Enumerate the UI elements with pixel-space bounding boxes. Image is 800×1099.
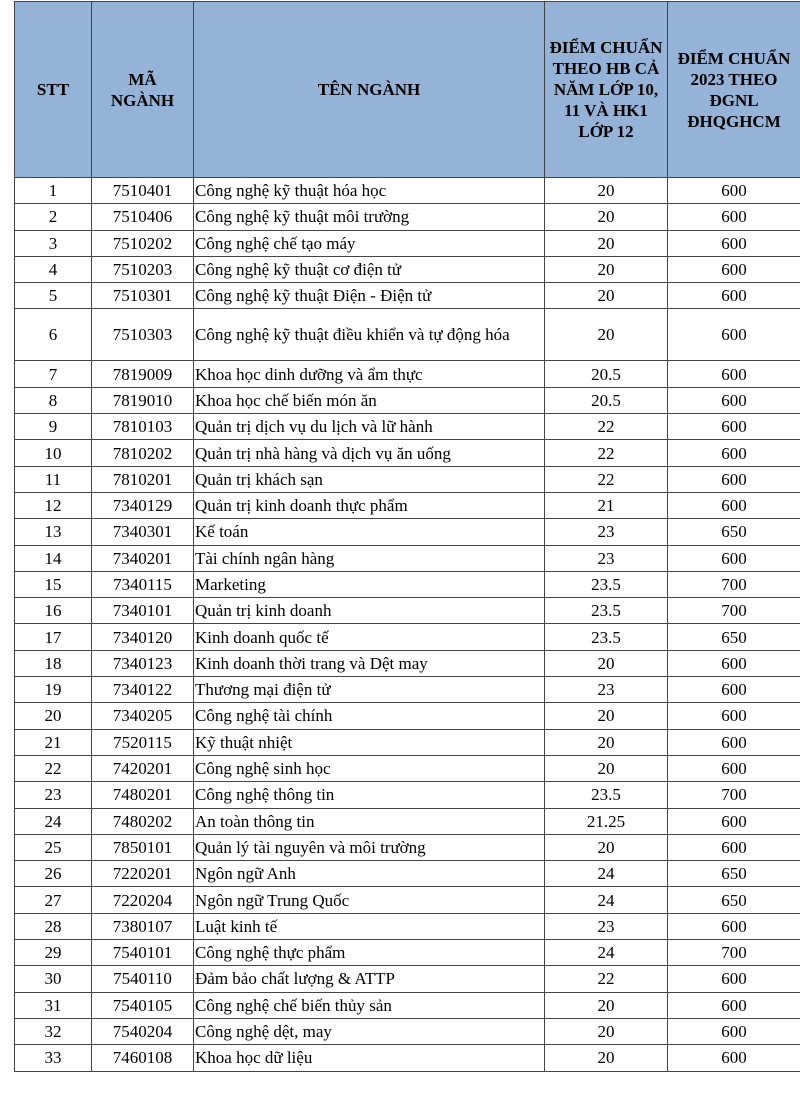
row-stt-cell: 23	[15, 782, 92, 808]
header-dgnl-score: ĐIỂM CHUẨN 2023 THEO ĐGNL ĐHQGHCM	[668, 2, 800, 178]
row-hb-score-cell: 23	[545, 545, 668, 571]
row-ten-nganh-cell: Quản trị kinh doanh thực phẩm	[194, 492, 545, 518]
row-ma-nganh-cell: 7510202	[92, 230, 194, 256]
row-ten-nganh-cell: Công nghệ kỹ thuật điều khiển và tự động hóa	[194, 309, 545, 361]
table-row	[15, 178, 800, 204]
row-ten-nganh-cell: Công nghệ thực phẩm	[194, 940, 545, 966]
row-dgnl-score-cell: 700	[668, 571, 800, 597]
row-stt-cell: 31	[15, 992, 92, 1018]
row-hb-score-cell: 23	[545, 913, 668, 939]
row-ma-nganh-cell: 7460108	[92, 1045, 194, 1071]
row-dgnl-score-cell: 600	[668, 178, 800, 204]
row-ma-nganh-cell: 7220201	[92, 861, 194, 887]
row-stt-cell: 1	[15, 178, 92, 204]
table-row	[15, 204, 800, 230]
row-stt-cell: 20	[15, 703, 92, 729]
row-hb-score-cell: 23	[545, 677, 668, 703]
row-stt-cell: 12	[15, 492, 92, 518]
row-hb-score-cell: 20	[545, 834, 668, 860]
row-dgnl-score-cell: 600	[668, 414, 800, 440]
row-dgnl-score-cell: 600	[668, 1045, 800, 1071]
row-ma-nganh-cell: 7810202	[92, 440, 194, 466]
row-ma-nganh-cell: 7340205	[92, 703, 194, 729]
row-hb-score-cell: 20	[545, 992, 668, 1018]
row-ten-nganh-cell: Công nghệ chế biến thủy sản	[194, 992, 545, 1018]
row-stt-cell: 28	[15, 913, 92, 939]
row-ten-nganh-cell: Quản lý tài nguyên và môi trường	[194, 834, 545, 860]
row-ma-nganh-cell: 7540204	[92, 1018, 194, 1044]
table-row	[15, 414, 800, 440]
header-hb-score: ĐIỂM CHUẨN THEO HB CẢ NĂM LỚP 10, 11 VÀ HK1 LỚP 12	[545, 2, 668, 178]
table-row	[15, 940, 800, 966]
row-stt-cell: 3	[15, 230, 92, 256]
table-header	[15, 2, 800, 178]
row-stt-cell: 11	[15, 466, 92, 492]
row-dgnl-score-cell: 700	[668, 598, 800, 624]
row-ma-nganh-cell: 7520115	[92, 729, 194, 755]
row-stt-cell: 14	[15, 545, 92, 571]
row-hb-score-cell: 20	[545, 204, 668, 230]
row-hb-score-cell: 20	[545, 283, 668, 309]
table-row	[15, 624, 800, 650]
row-dgnl-score-cell: 600	[668, 361, 800, 387]
row-hb-score-cell: 23	[545, 519, 668, 545]
row-dgnl-score-cell: 700	[668, 940, 800, 966]
row-dgnl-score-cell: 650	[668, 519, 800, 545]
row-dgnl-score-cell: 600	[668, 230, 800, 256]
row-ma-nganh-cell: 7510203	[92, 256, 194, 282]
table-row	[15, 361, 800, 387]
row-ma-nganh-cell: 7380107	[92, 913, 194, 939]
row-ten-nganh-cell: Ngôn ngữ Anh	[194, 861, 545, 887]
row-stt-cell: 24	[15, 808, 92, 834]
row-dgnl-score-cell: 600	[668, 808, 800, 834]
row-ten-nganh-cell: Công nghệ kỹ thuật môi trường	[194, 204, 545, 230]
table-row	[15, 519, 800, 545]
header-ten-nganh: TÊN NGÀNH	[194, 2, 545, 178]
row-stt-cell: 6	[15, 309, 92, 361]
row-ten-nganh-cell: Công nghệ sinh học	[194, 755, 545, 781]
row-hb-score-cell: 21.25	[545, 808, 668, 834]
table-body	[15, 178, 800, 1072]
row-ten-nganh-cell: Kinh doanh thời trang và Dệt may	[194, 650, 545, 676]
row-ten-nganh-cell: Quản trị dịch vụ du lịch và lữ hành	[194, 414, 545, 440]
row-ma-nganh-cell: 7510303	[92, 309, 194, 361]
table-row	[15, 861, 800, 887]
row-stt-cell: 7	[15, 361, 92, 387]
row-dgnl-score-cell: 650	[668, 861, 800, 887]
row-ten-nganh-cell: Đảm bảo chất lượng & ATTP	[194, 966, 545, 992]
row-ten-nganh-cell: An toàn thông tin	[194, 808, 545, 834]
row-ten-nganh-cell: Công nghệ chế tạo máy	[194, 230, 545, 256]
table-row	[15, 283, 800, 309]
table-row	[15, 1045, 800, 1071]
row-stt-cell: 5	[15, 283, 92, 309]
table-row	[15, 782, 800, 808]
row-dgnl-score-cell: 600	[668, 966, 800, 992]
row-ma-nganh-cell: 7540110	[92, 966, 194, 992]
row-hb-score-cell: 22	[545, 966, 668, 992]
table-row	[15, 492, 800, 518]
row-dgnl-score-cell: 650	[668, 624, 800, 650]
row-dgnl-score-cell: 600	[668, 492, 800, 518]
row-ten-nganh-cell: Công nghệ dệt, may	[194, 1018, 545, 1044]
table-row	[15, 466, 800, 492]
row-ten-nganh-cell: Kế toán	[194, 519, 545, 545]
row-stt-cell: 26	[15, 861, 92, 887]
row-hb-score-cell: 21	[545, 492, 668, 518]
admission-scores-table	[14, 1, 800, 1072]
row-stt-cell: 16	[15, 598, 92, 624]
header-row	[15, 2, 800, 178]
row-ma-nganh-cell: 7850101	[92, 834, 194, 860]
table-row	[15, 650, 800, 676]
table-row	[15, 1018, 800, 1044]
row-ma-nganh-cell: 7810201	[92, 466, 194, 492]
row-stt-cell: 25	[15, 834, 92, 860]
table-row	[15, 256, 800, 282]
row-hb-score-cell: 24	[545, 887, 668, 913]
row-hb-score-cell: 22	[545, 414, 668, 440]
row-ten-nganh-cell: Khoa học dữ liệu	[194, 1045, 545, 1071]
row-ten-nganh-cell: Tài chính ngân hàng	[194, 545, 545, 571]
row-stt-cell: 13	[15, 519, 92, 545]
row-hb-score-cell: 20	[545, 230, 668, 256]
table-row	[15, 834, 800, 860]
row-ten-nganh-cell: Kỹ thuật nhiệt	[194, 729, 545, 755]
table-row	[15, 598, 800, 624]
row-hb-score-cell: 20	[545, 256, 668, 282]
row-ten-nganh-cell: Công nghệ kỹ thuật Điện - Điện tử	[194, 283, 545, 309]
row-stt-cell: 4	[15, 256, 92, 282]
row-ma-nganh-cell: 7340120	[92, 624, 194, 650]
row-ma-nganh-cell: 7340122	[92, 677, 194, 703]
row-ma-nganh-cell: 7510406	[92, 204, 194, 230]
row-dgnl-score-cell: 600	[668, 256, 800, 282]
row-stt-cell: 8	[15, 387, 92, 413]
row-ten-nganh-cell: Công nghệ kỹ thuật hóa học	[194, 178, 545, 204]
row-dgnl-score-cell: 600	[668, 913, 800, 939]
row-hb-score-cell: 24	[545, 861, 668, 887]
row-ten-nganh-cell: Quản trị nhà hàng và dịch vụ ăn uống	[194, 440, 545, 466]
row-ma-nganh-cell: 7220204	[92, 887, 194, 913]
row-dgnl-score-cell: 700	[668, 782, 800, 808]
row-ma-nganh-cell: 7540105	[92, 992, 194, 1018]
table-row	[15, 387, 800, 413]
row-ten-nganh-cell: Marketing	[194, 571, 545, 597]
row-hb-score-cell: 23.5	[545, 571, 668, 597]
table-row	[15, 808, 800, 834]
row-hb-score-cell: 23.5	[545, 598, 668, 624]
row-stt-cell: 29	[15, 940, 92, 966]
row-ten-nganh-cell: Thương mại điện tử	[194, 677, 545, 703]
row-dgnl-score-cell: 600	[668, 677, 800, 703]
row-ten-nganh-cell: Công nghệ kỹ thuật cơ điện tử	[194, 256, 545, 282]
row-ten-nganh-cell: Công nghệ thông tin	[194, 782, 545, 808]
table-row	[15, 755, 800, 781]
row-stt-cell: 15	[15, 571, 92, 597]
row-hb-score-cell: 23.5	[545, 782, 668, 808]
row-stt-cell: 33	[15, 1045, 92, 1071]
row-ma-nganh-cell: 7480201	[92, 782, 194, 808]
row-ma-nganh-cell: 7819010	[92, 387, 194, 413]
row-dgnl-score-cell: 600	[668, 204, 800, 230]
table-row	[15, 309, 800, 361]
row-hb-score-cell: 22	[545, 466, 668, 492]
table-row	[15, 992, 800, 1018]
row-ten-nganh-cell: Công nghệ tài chính	[194, 703, 545, 729]
row-ma-nganh-cell: 7480202	[92, 808, 194, 834]
row-hb-score-cell: 20	[545, 729, 668, 755]
row-stt-cell: 10	[15, 440, 92, 466]
row-hb-score-cell: 20	[545, 178, 668, 204]
row-hb-score-cell: 20	[545, 1045, 668, 1071]
row-ma-nganh-cell: 7340101	[92, 598, 194, 624]
row-ten-nganh-cell: Quản trị kinh doanh	[194, 598, 545, 624]
row-dgnl-score-cell: 600	[668, 545, 800, 571]
table-row	[15, 729, 800, 755]
row-ma-nganh-cell: 7420201	[92, 755, 194, 781]
table-row	[15, 230, 800, 256]
row-stt-cell: 27	[15, 887, 92, 913]
row-ma-nganh-cell: 7340201	[92, 545, 194, 571]
row-stt-cell: 18	[15, 650, 92, 676]
row-hb-score-cell: 20	[545, 1018, 668, 1044]
row-ten-nganh-cell: Khoa học dinh dưỡng và ẩm thực	[194, 361, 545, 387]
row-hb-score-cell: 20.5	[545, 387, 668, 413]
row-dgnl-score-cell: 600	[668, 440, 800, 466]
table-row	[15, 571, 800, 597]
row-dgnl-score-cell: 600	[668, 834, 800, 860]
row-hb-score-cell: 23.5	[545, 624, 668, 650]
row-ma-nganh-cell: 7819009	[92, 361, 194, 387]
header-ma-nganh: MÃ NGÀNH	[92, 2, 194, 178]
table-row	[15, 677, 800, 703]
table-row	[15, 887, 800, 913]
row-dgnl-score-cell: 600	[668, 755, 800, 781]
row-ma-nganh-cell: 7510301	[92, 283, 194, 309]
row-dgnl-score-cell: 650	[668, 887, 800, 913]
row-stt-cell: 19	[15, 677, 92, 703]
row-ma-nganh-cell: 7540101	[92, 940, 194, 966]
row-dgnl-score-cell: 600	[668, 309, 800, 361]
row-hb-score-cell: 20.5	[545, 361, 668, 387]
row-hb-score-cell: 20	[545, 650, 668, 676]
row-dgnl-score-cell: 600	[668, 703, 800, 729]
row-ten-nganh-cell: Ngôn ngữ Trung Quốc	[194, 887, 545, 913]
row-hb-score-cell: 20	[545, 755, 668, 781]
row-hb-score-cell: 24	[545, 940, 668, 966]
row-ma-nganh-cell: 7510401	[92, 178, 194, 204]
row-dgnl-score-cell: 600	[668, 283, 800, 309]
row-ma-nganh-cell: 7340301	[92, 519, 194, 545]
row-ten-nganh-cell: Kinh doanh quốc tế	[194, 624, 545, 650]
table-row	[15, 703, 800, 729]
row-dgnl-score-cell: 600	[668, 992, 800, 1018]
row-stt-cell: 21	[15, 729, 92, 755]
row-ma-nganh-cell: 7340115	[92, 571, 194, 597]
row-dgnl-score-cell: 600	[668, 1018, 800, 1044]
row-stt-cell: 9	[15, 414, 92, 440]
row-stt-cell: 17	[15, 624, 92, 650]
row-stt-cell: 30	[15, 966, 92, 992]
row-ma-nganh-cell: 7340129	[92, 492, 194, 518]
row-ten-nganh-cell: Quản trị khách sạn	[194, 466, 545, 492]
table-row	[15, 545, 800, 571]
row-hb-score-cell: 20	[545, 703, 668, 729]
row-hb-score-cell: 20	[545, 309, 668, 361]
row-hb-score-cell: 22	[545, 440, 668, 466]
row-ten-nganh-cell: Luật kinh tế	[194, 913, 545, 939]
row-dgnl-score-cell: 600	[668, 387, 800, 413]
row-ten-nganh-cell: Khoa học chế biến món ăn	[194, 387, 545, 413]
row-ma-nganh-cell: 7810103	[92, 414, 194, 440]
table-row	[15, 913, 800, 939]
header-stt: STT	[15, 2, 92, 178]
row-dgnl-score-cell: 600	[668, 650, 800, 676]
row-stt-cell: 22	[15, 755, 92, 781]
row-stt-cell: 2	[15, 204, 92, 230]
table-row	[15, 440, 800, 466]
table-row	[15, 966, 800, 992]
row-ma-nganh-cell: 7340123	[92, 650, 194, 676]
row-dgnl-score-cell: 600	[668, 729, 800, 755]
row-dgnl-score-cell: 600	[668, 466, 800, 492]
row-stt-cell: 32	[15, 1018, 92, 1044]
